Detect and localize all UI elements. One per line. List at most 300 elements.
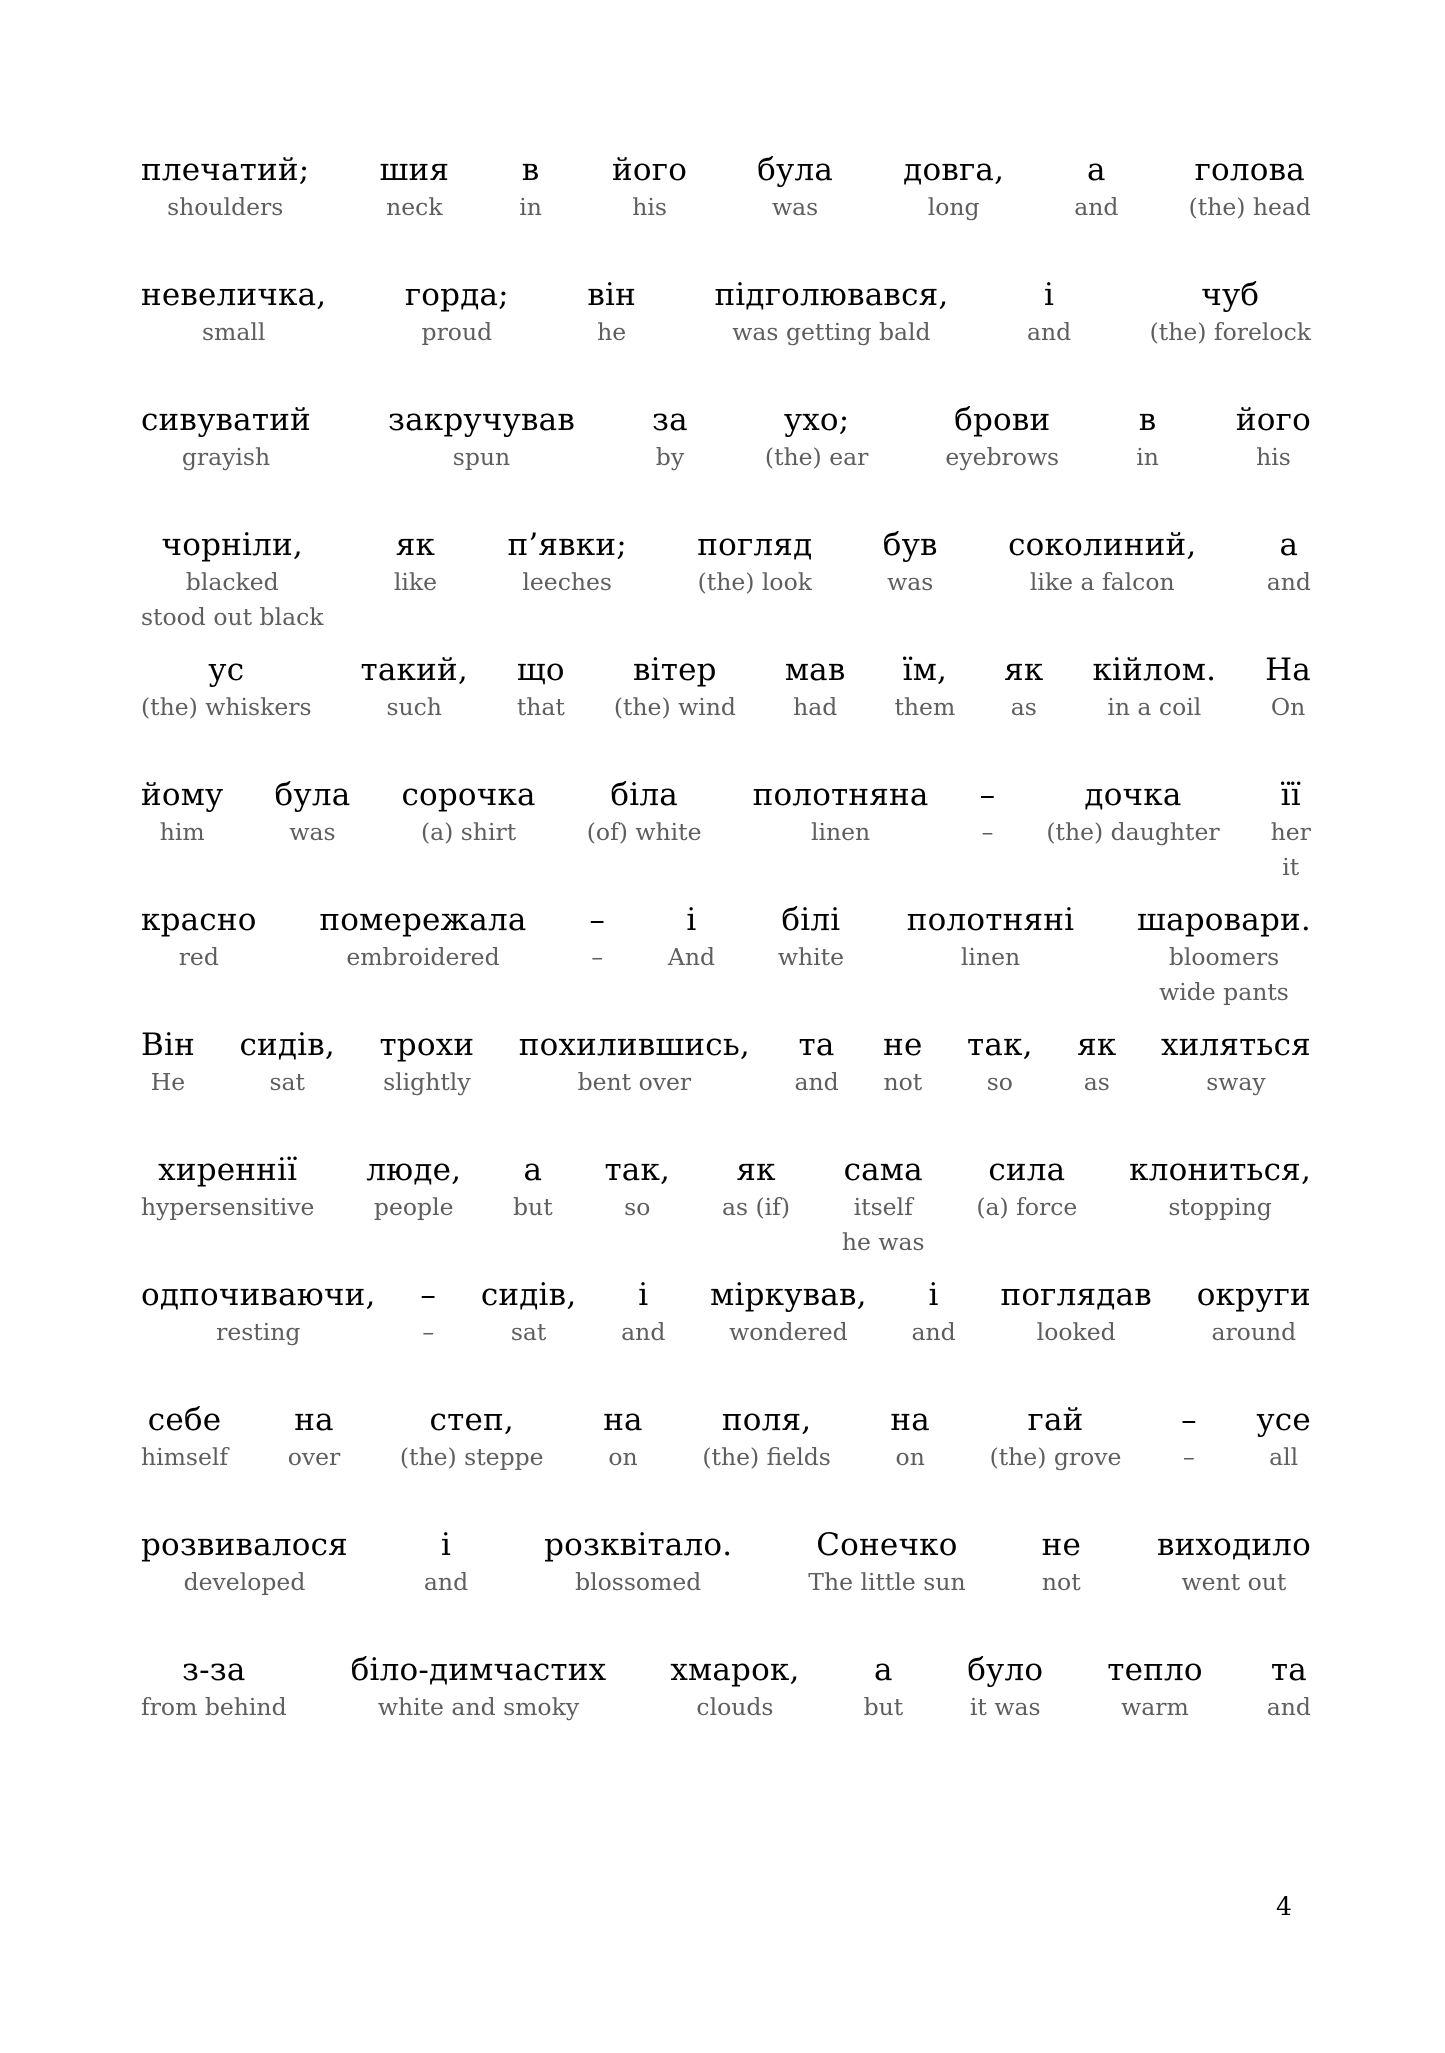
word-pair bbox=[976, 1150, 1077, 1225]
english-gloss: – bbox=[981, 818, 994, 846]
english-gloss: neck bbox=[386, 193, 443, 221]
word-pair bbox=[1008, 525, 1196, 600]
text-line bbox=[141, 400, 1311, 525]
word-pair bbox=[911, 1275, 955, 1350]
word-pair bbox=[842, 1150, 925, 1260]
word-pair bbox=[288, 1400, 341, 1475]
ukrainian-word: в bbox=[521, 152, 540, 188]
word-pair bbox=[1197, 1275, 1311, 1350]
ukrainian-word: округи bbox=[1196, 1277, 1311, 1313]
word-pair bbox=[394, 525, 437, 600]
ukrainian-word: хиреннії bbox=[158, 1152, 298, 1188]
word-pair bbox=[141, 400, 311, 475]
english-gloss: was bbox=[772, 193, 819, 221]
word-pair bbox=[1136, 400, 1159, 475]
word-pair bbox=[141, 900, 257, 975]
english-gloss: not bbox=[1041, 1568, 1081, 1596]
word-pair bbox=[1046, 775, 1219, 850]
english-gloss: itself bbox=[853, 1193, 913, 1221]
ukrainian-word: розквітало. bbox=[544, 1527, 733, 1563]
english-gloss: proud bbox=[421, 318, 493, 346]
interlinear-text bbox=[141, 150, 1311, 1775]
english-gloss: but bbox=[513, 1193, 553, 1221]
ukrainian-word: ус bbox=[208, 652, 245, 688]
english-gloss: had bbox=[793, 693, 838, 721]
ukrainian-word: в bbox=[1138, 402, 1157, 438]
english-gloss: blossomed bbox=[575, 1568, 702, 1596]
english-gloss: – bbox=[422, 1318, 435, 1346]
ukrainian-word: голова bbox=[1194, 152, 1305, 188]
english-gloss: (the) ear bbox=[764, 443, 869, 471]
english-gloss: (the) head bbox=[1188, 193, 1311, 221]
ukrainian-word: на bbox=[603, 1402, 643, 1438]
word-pair bbox=[388, 400, 575, 475]
word-pair bbox=[1157, 1525, 1311, 1600]
word-pair bbox=[945, 400, 1059, 475]
english-gloss: as bbox=[1010, 693, 1037, 721]
ukrainian-word: степ, bbox=[429, 1402, 514, 1438]
english-gloss: so bbox=[986, 1068, 1013, 1096]
ukrainian-word: біла bbox=[610, 777, 678, 813]
english-gloss: it was bbox=[969, 1693, 1041, 1721]
english-gloss: himself bbox=[141, 1443, 229, 1471]
word-pair bbox=[141, 1275, 376, 1350]
word-pair bbox=[1161, 1025, 1311, 1100]
ukrainian-word: а bbox=[1279, 527, 1299, 563]
ukrainian-word: не bbox=[883, 1027, 923, 1063]
ukrainian-word: поля, bbox=[721, 1402, 812, 1438]
ukrainian-word: соколиний, bbox=[1008, 527, 1197, 563]
ukrainian-word: як bbox=[1077, 1027, 1117, 1063]
word-pair bbox=[587, 775, 702, 850]
word-pair bbox=[587, 275, 636, 350]
english-gloss: slightly bbox=[383, 1068, 471, 1096]
english-gloss: such bbox=[386, 693, 442, 721]
english-gloss: his bbox=[632, 193, 667, 221]
ukrainian-word: і bbox=[638, 1277, 649, 1313]
word-pair bbox=[517, 650, 565, 725]
ukrainian-word: за bbox=[652, 402, 688, 438]
english-gloss: not bbox=[883, 1068, 923, 1096]
english-gloss: and bbox=[423, 1568, 469, 1596]
ukrainian-word: хмарок, bbox=[670, 1652, 800, 1688]
word-pair bbox=[1092, 650, 1216, 725]
ukrainian-word: довга, bbox=[903, 152, 1005, 188]
ukrainian-word: була bbox=[757, 152, 834, 188]
english-gloss: people bbox=[373, 1193, 454, 1221]
ukrainian-word: так, bbox=[604, 1152, 671, 1188]
english-gloss: in a coil bbox=[1107, 693, 1202, 721]
english-gloss: He bbox=[150, 1068, 186, 1096]
english-gloss: (the) forelock bbox=[1149, 318, 1311, 346]
english-gloss: was bbox=[887, 568, 934, 596]
english-gloss-alternate: it bbox=[1282, 853, 1300, 881]
english-gloss: blacked bbox=[185, 568, 279, 596]
ukrainian-word: її bbox=[1280, 777, 1301, 813]
ukrainian-word: та bbox=[798, 1027, 835, 1063]
ukrainian-word: похилившись, bbox=[518, 1027, 750, 1063]
english-gloss: but bbox=[863, 1693, 904, 1721]
ukrainian-word: вітер bbox=[633, 652, 717, 688]
text-line bbox=[141, 1275, 1311, 1400]
english-gloss: as (if) bbox=[721, 1193, 791, 1221]
ukrainian-word: полотняні bbox=[906, 902, 1075, 938]
ukrainian-word: – bbox=[1181, 1402, 1197, 1438]
english-gloss: bloomers bbox=[1168, 943, 1280, 971]
word-pair bbox=[1042, 1525, 1081, 1600]
word-pair bbox=[753, 775, 929, 850]
english-gloss: bent over bbox=[577, 1068, 692, 1096]
english-gloss: (the) whiskers bbox=[141, 693, 312, 721]
english-gloss: looked bbox=[1036, 1318, 1116, 1346]
english-gloss: hypersensitive bbox=[141, 1193, 315, 1221]
word-pair bbox=[785, 650, 846, 725]
word-pair bbox=[319, 900, 526, 975]
ukrainian-word: а bbox=[1087, 152, 1106, 188]
english-gloss: And bbox=[667, 943, 716, 971]
word-pair bbox=[1189, 150, 1311, 225]
ukrainian-word: як bbox=[395, 527, 436, 563]
ukrainian-word: як bbox=[736, 1152, 776, 1188]
text-line bbox=[141, 1150, 1311, 1275]
ukrainian-word: біло-димчастих bbox=[350, 1652, 607, 1688]
text-line bbox=[141, 775, 1311, 900]
english-gloss: as bbox=[1083, 1068, 1110, 1096]
ukrainian-word: На bbox=[1265, 652, 1311, 688]
english-gloss: small bbox=[201, 318, 266, 346]
word-pair bbox=[778, 900, 844, 975]
text-line bbox=[141, 525, 1311, 650]
word-pair bbox=[361, 650, 468, 725]
english-gloss: was bbox=[289, 818, 336, 846]
text-line bbox=[141, 1525, 1311, 1650]
english-gloss: embroidered bbox=[346, 943, 500, 971]
word-pair bbox=[1267, 1650, 1311, 1725]
word-pair bbox=[864, 1650, 904, 1725]
word-pair bbox=[714, 275, 948, 350]
ukrainian-word: з-за bbox=[182, 1652, 246, 1688]
ukrainian-word: білі bbox=[781, 902, 841, 938]
ukrainian-word: тепло bbox=[1107, 1652, 1203, 1688]
english-gloss: (the) look bbox=[697, 568, 812, 596]
ukrainian-word: клониться, bbox=[1129, 1152, 1311, 1188]
word-pair bbox=[1236, 400, 1311, 475]
english-gloss: from behind bbox=[141, 1693, 287, 1721]
ukrainian-word: сила bbox=[988, 1152, 1066, 1188]
ukrainian-word: невеличка, bbox=[141, 277, 327, 313]
word-pair bbox=[400, 1400, 544, 1475]
text-line bbox=[141, 650, 1311, 775]
ukrainian-word: кійлом. bbox=[1092, 652, 1217, 688]
ukrainian-word: і bbox=[440, 1527, 452, 1563]
english-gloss: – bbox=[1183, 1443, 1195, 1471]
ukrainian-word: розвивалося bbox=[141, 1527, 348, 1563]
english-gloss: clouds bbox=[696, 1693, 774, 1721]
word-pair bbox=[1027, 275, 1071, 350]
ukrainian-word: п’явки; bbox=[507, 527, 627, 563]
english-gloss: by bbox=[655, 443, 685, 471]
word-pair bbox=[420, 1275, 436, 1350]
word-pair bbox=[424, 1525, 468, 1600]
word-pair bbox=[141, 525, 323, 635]
ukrainian-word: себе bbox=[147, 1402, 222, 1438]
word-pair bbox=[990, 1400, 1122, 1475]
word-pair bbox=[668, 900, 715, 975]
ukrainian-word: – bbox=[420, 1277, 437, 1313]
english-gloss: white and smoky bbox=[377, 1693, 580, 1721]
ukrainian-word: виходило bbox=[1156, 1527, 1311, 1563]
word-pair bbox=[612, 150, 687, 225]
ukrainian-word: так, bbox=[967, 1027, 1033, 1063]
ukrainian-word: Сонечко bbox=[816, 1527, 958, 1563]
word-pair bbox=[141, 275, 326, 350]
english-gloss: The little sun bbox=[808, 1568, 966, 1596]
word-pair bbox=[808, 1525, 965, 1600]
english-gloss: long bbox=[927, 193, 980, 221]
word-pair bbox=[765, 400, 868, 475]
ukrainian-word: шаровари. bbox=[1137, 902, 1311, 938]
ukrainian-word: – bbox=[979, 777, 996, 813]
ukrainian-word: Він bbox=[141, 1027, 195, 1063]
english-gloss: shoulders bbox=[167, 193, 284, 221]
word-pair bbox=[141, 1400, 228, 1475]
english-gloss: and bbox=[1026, 318, 1072, 346]
word-pair bbox=[604, 1150, 670, 1225]
word-pair bbox=[883, 525, 938, 600]
word-pair bbox=[141, 1150, 314, 1225]
english-gloss: resting bbox=[216, 1318, 301, 1346]
ukrainian-word: була bbox=[274, 777, 351, 813]
english-gloss: and bbox=[1266, 1693, 1311, 1721]
ukrainian-word: а bbox=[874, 1652, 893, 1688]
ukrainian-word: одпочиваючи, bbox=[141, 1277, 376, 1313]
ukrainian-word: на bbox=[294, 1402, 334, 1438]
word-pair bbox=[519, 150, 542, 225]
word-pair bbox=[275, 775, 351, 850]
english-gloss: so bbox=[624, 1193, 651, 1221]
ukrainian-word: підголювався, bbox=[714, 277, 949, 313]
ukrainian-word: шия bbox=[379, 152, 450, 188]
english-gloss: (the) fields bbox=[702, 1443, 831, 1471]
ukrainian-word: міркував, bbox=[710, 1277, 867, 1313]
word-pair bbox=[980, 775, 996, 850]
english-gloss: (the) wind bbox=[613, 693, 736, 721]
english-gloss: spun bbox=[452, 443, 511, 471]
english-gloss: that bbox=[516, 693, 565, 721]
ukrainian-word: – bbox=[589, 902, 606, 938]
ukrainian-word: як bbox=[1004, 652, 1044, 688]
word-pair bbox=[141, 1650, 287, 1725]
ukrainian-word: закручував bbox=[388, 402, 575, 438]
english-gloss: white bbox=[777, 943, 844, 971]
english-gloss: in bbox=[519, 193, 542, 221]
word-pair bbox=[1137, 900, 1311, 1010]
english-gloss: (a) force bbox=[976, 1193, 1078, 1221]
english-gloss: like a falcon bbox=[1029, 568, 1175, 596]
word-pair bbox=[697, 525, 812, 600]
word-pair bbox=[1004, 650, 1043, 725]
ukrainian-word: був bbox=[882, 527, 938, 563]
english-gloss: (the) daughter bbox=[1046, 818, 1220, 846]
english-gloss: sway bbox=[1206, 1068, 1266, 1096]
english-gloss: warm bbox=[1121, 1693, 1189, 1721]
ukrainian-word: йому bbox=[141, 777, 224, 813]
ukrainian-word: гай bbox=[1027, 1402, 1084, 1438]
ukrainian-word: їм, bbox=[902, 652, 948, 688]
word-pair bbox=[603, 1400, 643, 1475]
word-pair bbox=[967, 1650, 1043, 1725]
english-gloss: him bbox=[159, 818, 205, 846]
english-gloss: and bbox=[1266, 568, 1311, 596]
english-gloss: (the) steppe bbox=[399, 1443, 544, 1471]
text-line bbox=[141, 900, 1311, 1025]
word-pair bbox=[1129, 1150, 1311, 1225]
word-pair bbox=[507, 525, 626, 600]
english-gloss: them bbox=[894, 693, 956, 721]
ukrainian-word: сидів, bbox=[480, 1277, 577, 1313]
english-gloss: and bbox=[911, 1318, 956, 1346]
ukrainian-word: а bbox=[523, 1152, 543, 1188]
english-gloss: and bbox=[1074, 193, 1119, 221]
word-pair bbox=[614, 650, 736, 725]
text-line bbox=[141, 275, 1311, 400]
word-pair bbox=[757, 150, 833, 225]
ukrainian-word: поглядав bbox=[1000, 1277, 1152, 1313]
ukrainian-word: і bbox=[686, 902, 697, 938]
word-pair bbox=[544, 1525, 732, 1600]
ukrainian-word: і bbox=[928, 1277, 939, 1313]
english-gloss: developed bbox=[183, 1568, 306, 1596]
english-gloss: was getting bald bbox=[732, 318, 931, 346]
word-pair bbox=[405, 275, 509, 350]
ukrainian-word: сама bbox=[843, 1152, 923, 1188]
word-pair bbox=[710, 1275, 867, 1350]
word-pair bbox=[1000, 1275, 1151, 1350]
english-gloss-alternate: he was bbox=[841, 1228, 925, 1256]
word-pair bbox=[141, 150, 309, 225]
word-pair bbox=[894, 650, 955, 725]
word-pair bbox=[366, 1150, 461, 1225]
ukrainian-word: і bbox=[1043, 277, 1055, 313]
ukrainian-word: усе bbox=[1256, 1402, 1311, 1438]
ukrainian-word: сорочка bbox=[401, 777, 536, 813]
ukrainian-word: та bbox=[1270, 1652, 1307, 1688]
ukrainian-word: сивуватий bbox=[141, 402, 311, 438]
ukrainian-word: він bbox=[587, 277, 636, 313]
ukrainian-word: мав bbox=[784, 652, 846, 688]
word-pair bbox=[1074, 150, 1118, 225]
english-gloss-alternate: stood out black bbox=[141, 603, 324, 631]
word-pair bbox=[702, 1400, 831, 1475]
ukrainian-word: красно bbox=[141, 902, 257, 938]
english-gloss: he bbox=[597, 318, 627, 346]
word-pair bbox=[380, 150, 450, 225]
word-pair bbox=[903, 150, 1004, 225]
word-pair bbox=[1150, 275, 1311, 350]
word-pair bbox=[1267, 525, 1311, 600]
ukrainian-word: трохи bbox=[379, 1027, 475, 1063]
word-pair bbox=[883, 1025, 922, 1100]
english-gloss: all bbox=[1269, 1443, 1299, 1471]
word-pair bbox=[351, 1650, 607, 1725]
english-gloss: in bbox=[1136, 443, 1159, 471]
word-pair bbox=[907, 900, 1074, 975]
word-pair bbox=[239, 1025, 335, 1100]
ukrainian-word: на bbox=[890, 1402, 930, 1438]
ukrainian-word: хиляться bbox=[1160, 1027, 1311, 1063]
ukrainian-word: плечатий; bbox=[141, 152, 310, 188]
english-gloss: On bbox=[1270, 693, 1306, 721]
ukrainian-word: такий, bbox=[360, 652, 468, 688]
text-line bbox=[141, 1025, 1311, 1150]
word-pair bbox=[1181, 1400, 1197, 1475]
word-pair bbox=[1256, 1400, 1311, 1475]
ukrainian-word: чуб bbox=[1201, 277, 1260, 313]
ukrainian-word: горда; bbox=[404, 277, 509, 313]
english-gloss: stopping bbox=[1168, 1193, 1272, 1221]
english-gloss: her bbox=[1270, 818, 1311, 846]
word-pair bbox=[513, 1150, 553, 1225]
english-gloss: (the) grove bbox=[989, 1443, 1122, 1471]
english-gloss: around bbox=[1211, 1318, 1297, 1346]
word-pair bbox=[589, 900, 605, 975]
word-pair bbox=[141, 775, 223, 850]
word-pair bbox=[670, 1650, 799, 1725]
english-gloss: (of) white bbox=[586, 818, 702, 846]
text-line bbox=[141, 150, 1311, 275]
english-gloss: – bbox=[591, 943, 604, 971]
english-gloss: sat bbox=[269, 1068, 305, 1096]
ukrainian-word: люде, bbox=[366, 1152, 462, 1188]
ukrainian-word: ухо; bbox=[783, 402, 850, 438]
english-gloss: linen bbox=[960, 943, 1021, 971]
word-pair bbox=[890, 1400, 930, 1475]
page-number: 4 bbox=[1276, 1892, 1292, 1921]
english-gloss: on bbox=[608, 1443, 638, 1471]
ukrainian-word: що bbox=[516, 652, 565, 688]
text-line bbox=[141, 1400, 1311, 1525]
ukrainian-word: дочка bbox=[1084, 777, 1182, 813]
word-pair bbox=[794, 1025, 838, 1100]
word-pair bbox=[401, 775, 535, 850]
english-gloss: (a) shirt bbox=[420, 818, 517, 846]
word-pair bbox=[621, 1275, 665, 1350]
word-pair bbox=[722, 1150, 790, 1225]
english-gloss: his bbox=[1256, 443, 1291, 471]
word-pair bbox=[519, 1025, 750, 1100]
english-gloss: sat bbox=[510, 1318, 547, 1346]
english-gloss: and bbox=[621, 1318, 666, 1346]
word-pair bbox=[141, 1025, 195, 1100]
ukrainian-word: помережала bbox=[319, 902, 527, 938]
ukrainian-word: не bbox=[1041, 1527, 1081, 1563]
text-line bbox=[141, 1650, 1311, 1775]
english-gloss-alternate: wide pants bbox=[1159, 978, 1289, 1006]
english-gloss: red bbox=[178, 943, 219, 971]
english-gloss: grayish bbox=[181, 443, 271, 471]
english-gloss: linen bbox=[810, 818, 871, 846]
english-gloss: over bbox=[287, 1443, 341, 1471]
ukrainian-word: чорніли, bbox=[161, 527, 303, 563]
word-pair bbox=[141, 1525, 348, 1600]
ukrainian-word: його bbox=[1235, 402, 1311, 438]
ukrainian-word: полотняна bbox=[752, 777, 929, 813]
word-pair bbox=[141, 650, 312, 725]
word-pair bbox=[1271, 775, 1311, 885]
ukrainian-word: сидів, bbox=[239, 1027, 335, 1063]
english-gloss: went out bbox=[1181, 1568, 1287, 1596]
english-gloss: on bbox=[895, 1443, 925, 1471]
